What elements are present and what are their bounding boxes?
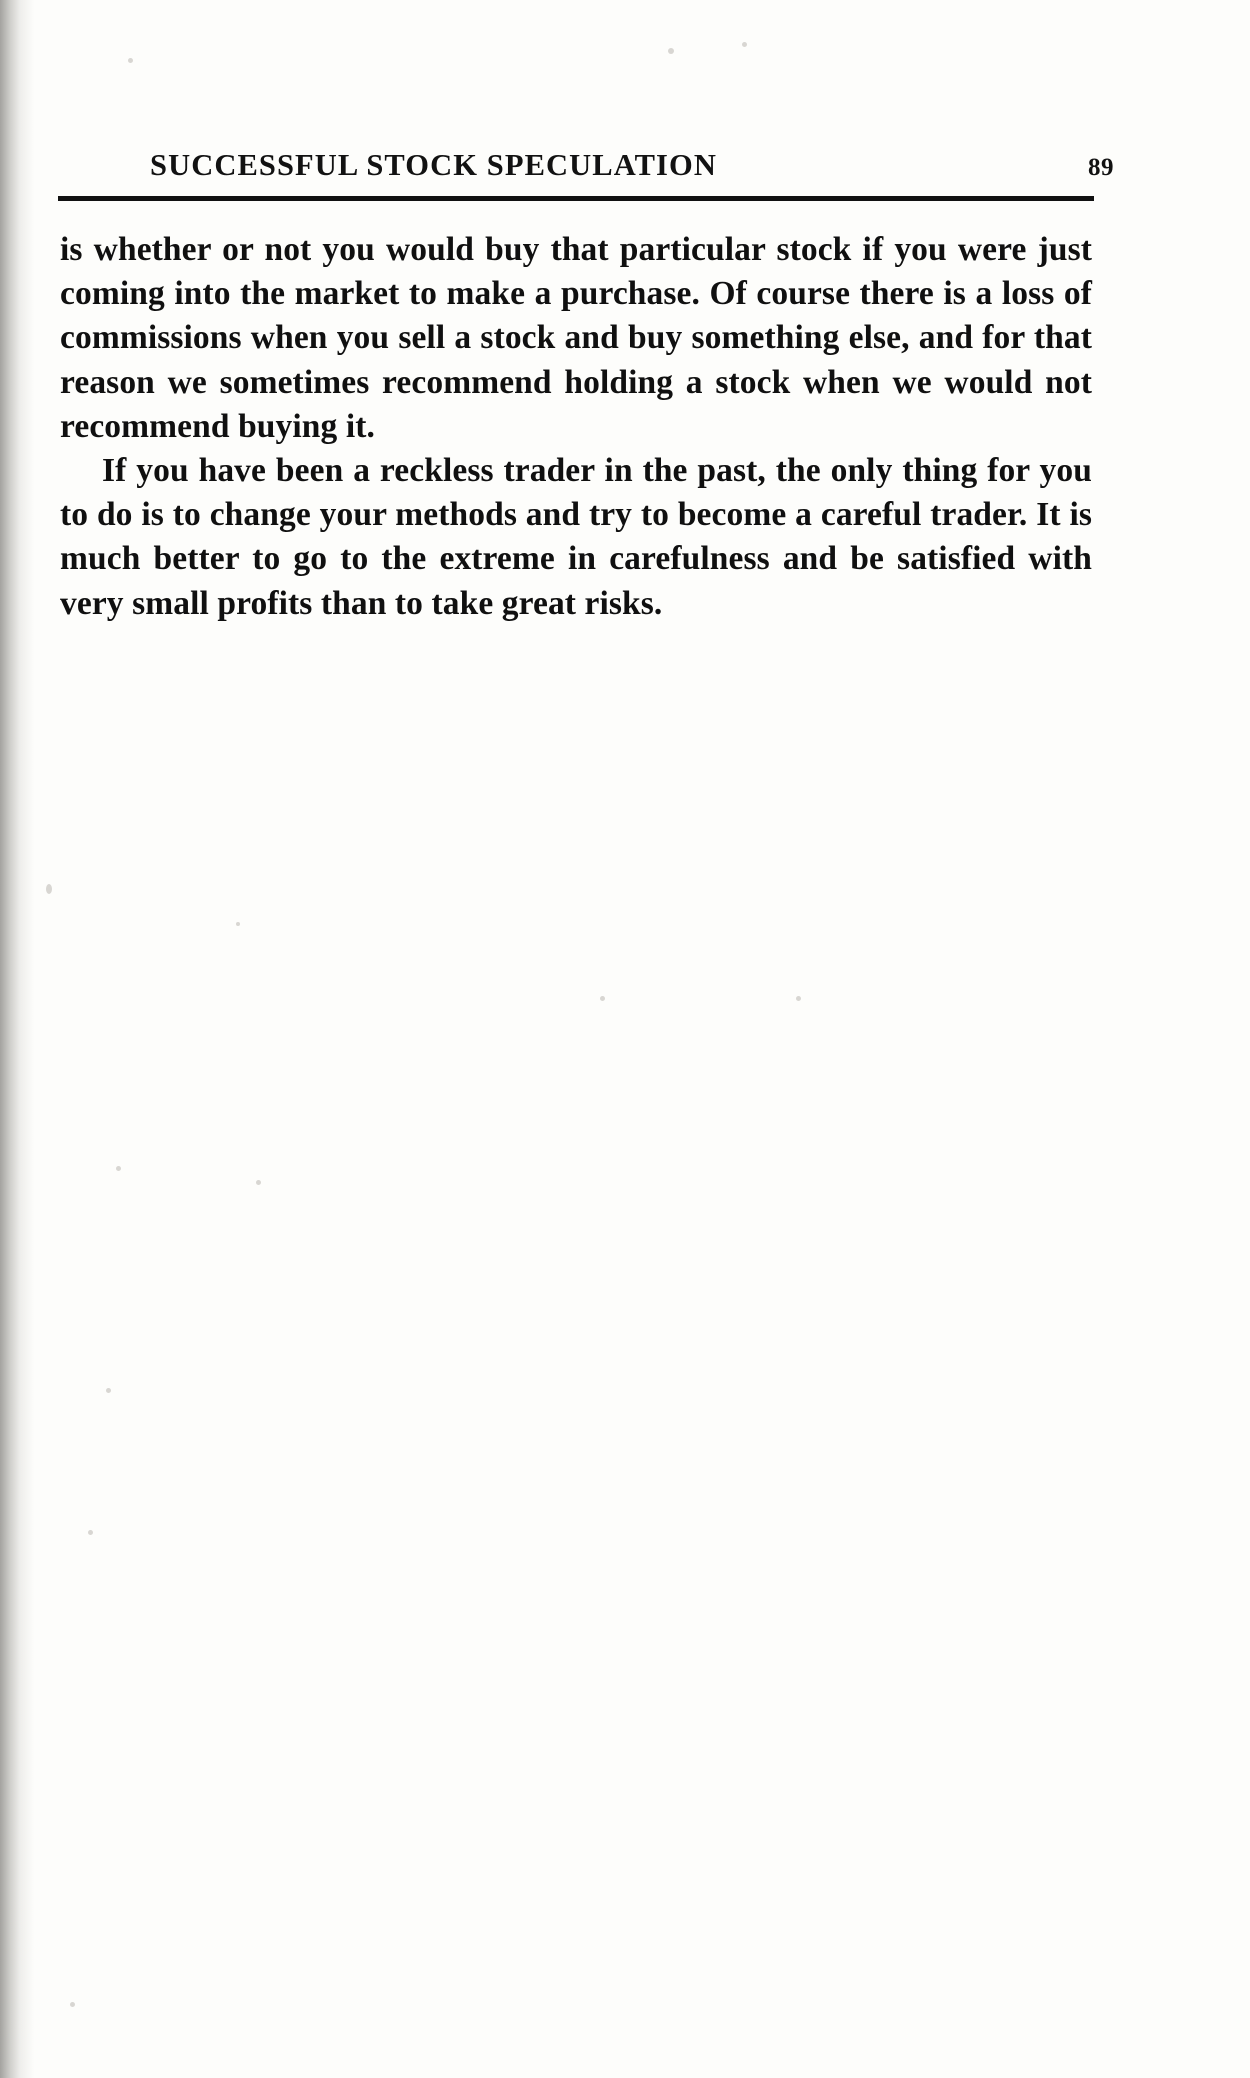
page-number: 89 bbox=[1088, 154, 1114, 181]
scan-speck bbox=[46, 884, 52, 894]
scan-speck bbox=[128, 58, 133, 63]
scan-speck bbox=[600, 996, 605, 1001]
scan-speck bbox=[70, 2002, 75, 2007]
scan-speck bbox=[106, 1388, 111, 1393]
scan-speck bbox=[256, 1180, 261, 1185]
scan-speck bbox=[236, 922, 240, 926]
scan-speck bbox=[668, 48, 674, 54]
scan-speck bbox=[796, 996, 801, 1001]
scan-speck bbox=[742, 42, 747, 47]
scan-binding-shadow bbox=[0, 0, 34, 2078]
scan-speck bbox=[116, 1166, 121, 1171]
running-head-title: SUCCESSFUL STOCK SPECULATION bbox=[150, 148, 717, 182]
header-rule bbox=[58, 196, 1094, 201]
paragraph: If you have been a reckless trader in the past, the only thing for you to do is to change your methods and try to become a careful trader. It is much better to go to the extreme in carefulness and be satisfied with very small profits than to take great risks. bbox=[60, 452, 1092, 622]
running-header bbox=[112, 148, 1124, 183]
scan-speck bbox=[88, 1530, 93, 1535]
page-body bbox=[60, 228, 1092, 626]
paragraph: is whether or not you would buy that particular stock if you were just coming into the market to make a purchase. Of course there is a loss of commissions when you sell a stock and buy something else, and for that reason we sometimes recommend holding a stock when we would not recommend buying it. bbox=[60, 231, 1092, 445]
